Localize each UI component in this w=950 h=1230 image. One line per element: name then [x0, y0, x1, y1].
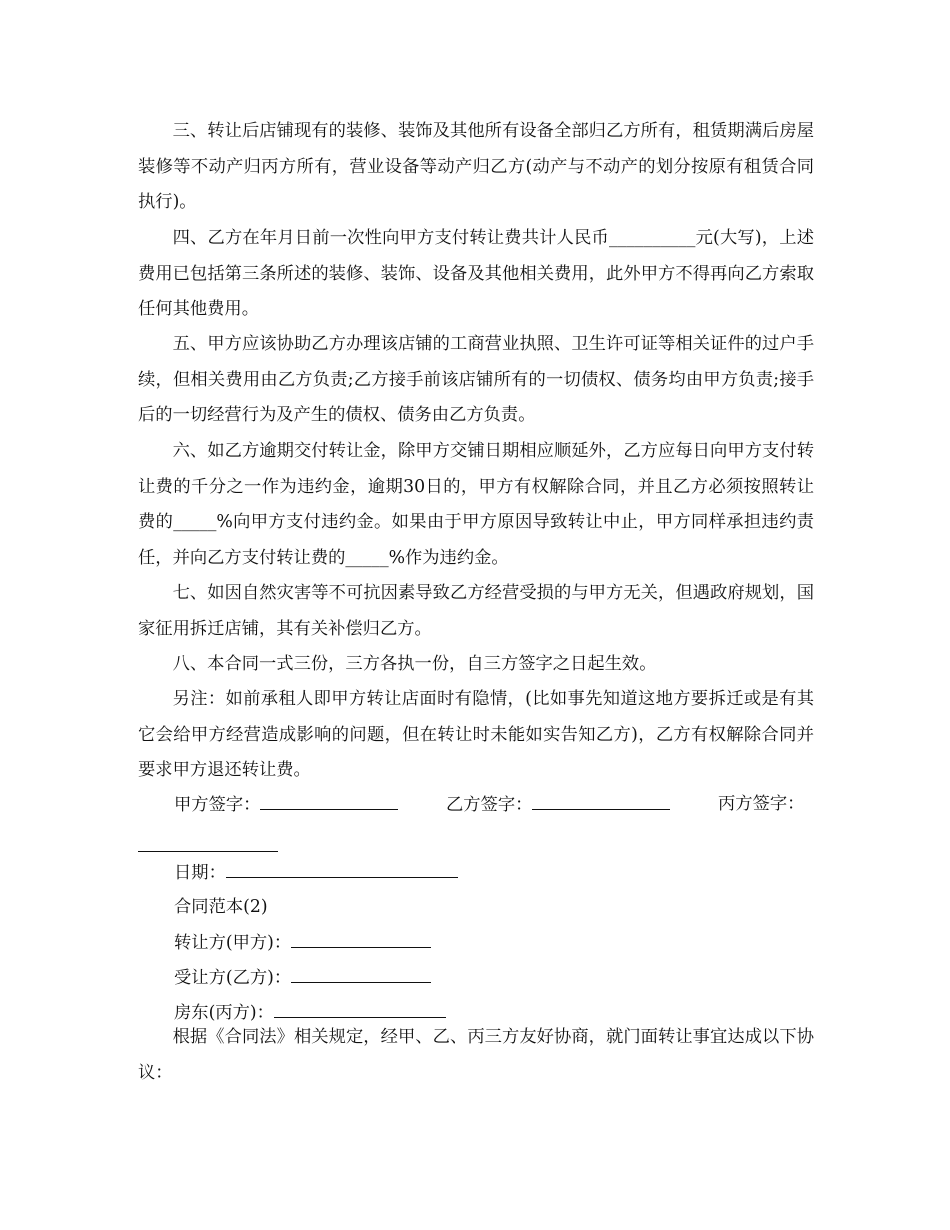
note-paragraph: 另注：如前承租人即甲方转让店面时有隐情，(比如事先知道这地方要拆迁或是有其它会给甲方经营造成影响的问题，但在转让时未能如实告知乙方)，乙方有权解除合同并要求甲方退还转让费。 [138, 689, 814, 780]
transferee-blank[interactable] [291, 965, 431, 983]
closing-paragraph: 根据《合同法》相关规定，经甲、乙、丙三方友好协商，就门面转让事宜达成以下协议： [138, 1027, 814, 1083]
clause-5: 五、甲方应该协助乙方办理该店铺的工商营业执照、卫生许可证等相关证件的过户手续，但相关费用由乙方负责;乙方接手前该店铺所有的一切债权、债务均由甲方负责;接手后的一切经营行为及产生的债权、债务由乙方负责。 [138, 334, 814, 425]
transferee-line [174, 965, 431, 990]
signature-party-c-label: 丙方签字： [718, 794, 805, 814]
signature-party-c [718, 792, 804, 816]
signature-party-a-blank[interactable] [260, 792, 398, 810]
signature-party-c-blank[interactable] [138, 834, 278, 852]
signature-party-b-blank[interactable] [532, 792, 670, 810]
landlord-label: 房东(丙方)： [174, 1003, 274, 1023]
clause-4: 四、乙方在年月日前一次性向甲方支付转让费共计人民币__________元(大写)，上述费用已包括第三条所述的装修、装饰、设备及其他相关费用，此外甲方不得再向乙方索取任何其他费用。 [138, 228, 814, 319]
signature-party-b-label: 乙方签字： [446, 795, 533, 815]
signature-party-a [174, 792, 398, 817]
date-blank[interactable] [226, 860, 458, 878]
transferor-blank[interactable] [291, 930, 431, 948]
clause-8: 八、本合同一式三份，三方各执一份，自三方签字之日起生效。 [172, 654, 657, 674]
section-title: 合同范本(2) [174, 897, 268, 917]
clause-3: 三、转让后店铺现有的装修、装饰及其他所有设备全部归乙方所有，租赁期满后房屋装修等不动产归丙方所有，营业设备等动产归乙方(动产与不动产的划分按原有租赁合同执行)。 [138, 121, 814, 212]
signature-party-a-label: 甲方签字： [174, 795, 261, 815]
landlord-blank[interactable] [274, 1000, 446, 1018]
transferor-label: 转让方(甲方)： [174, 933, 292, 953]
clause-6: 六、如乙方逾期交付转让金，除甲方交铺日期相应顺延外，乙方应每日向甲方支付转让费的千分之一作为违约金，逾期30日的，甲方有权解除合同，并且乙方必须按照转让费的_____%向甲方支付违约金。如果由于甲方原因导致转让中止，甲方同样承担违约责任，并向乙方支付转让费的_____%作为违约金。 [138, 441, 814, 568]
signature-party-b [446, 792, 670, 817]
clause-7: 七、如因自然灾害等不可抗因素导致乙方经营受损的与甲方无关，但遇政府规划，国家征用拆迁店铺，其有关补偿归乙方。 [138, 583, 814, 639]
transferor-line [174, 930, 431, 955]
transferee-label: 受让方(乙方)： [174, 968, 292, 988]
date-label: 日期： [174, 863, 226, 883]
date-line [174, 860, 458, 885]
